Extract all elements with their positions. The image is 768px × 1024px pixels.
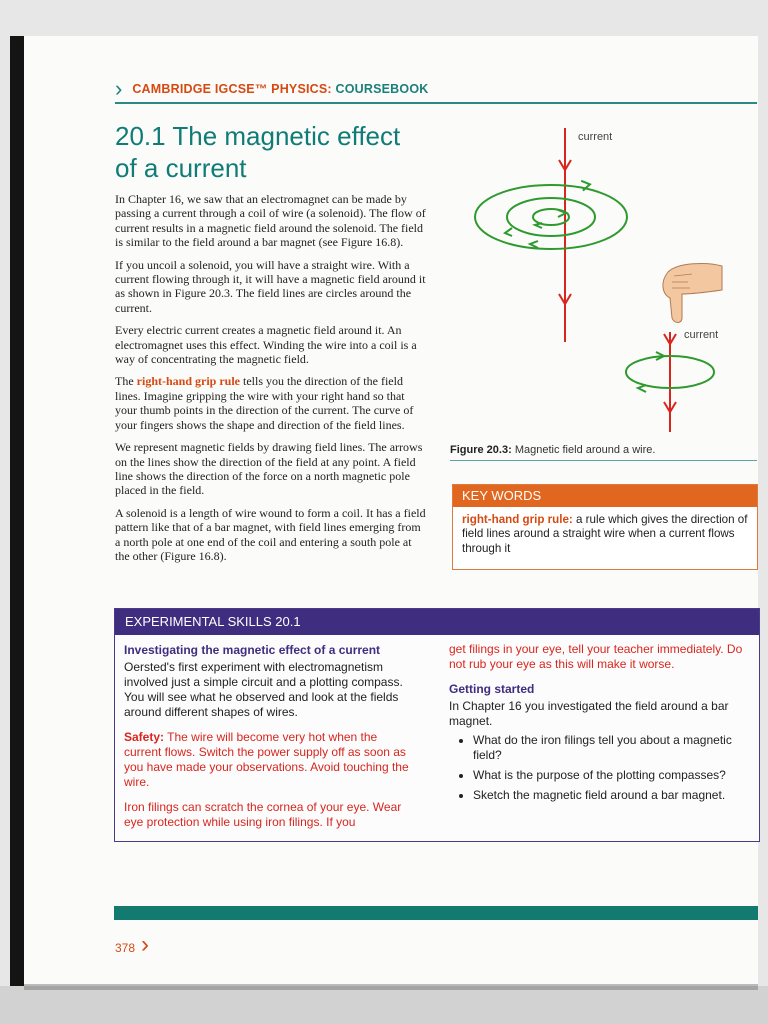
section-title-line2: of a current xyxy=(115,153,247,183)
magnetic-field-figure xyxy=(450,122,755,457)
list-item: • What do the iron filings tell you about a magnetic field? xyxy=(473,733,753,763)
safety-text: The wire will become very hot when the current flows. Switch the power supply off as soon as you have made your observations. Avoid touching the wire. xyxy=(124,730,409,789)
getting-started-title: Getting started xyxy=(449,682,535,696)
current-label-bottom: current xyxy=(684,329,719,341)
list-item: • Sketch the magnetic field around a bar magnet. xyxy=(473,788,753,803)
body-text xyxy=(115,192,427,571)
field-arrow-icon xyxy=(535,223,542,228)
section-title xyxy=(115,120,445,184)
paragraph: Every electric current creates a magnetic field around it. An electromagnet uses this effect. Winding the wire into a coil is a way of concentrating the magnetic field. xyxy=(115,323,417,367)
getting-started-list xyxy=(449,733,753,803)
field-arrow-icon xyxy=(638,385,646,392)
footer-bar xyxy=(114,906,758,920)
field-arrow-icon xyxy=(505,228,512,236)
key-words-heading: KEY WORDS xyxy=(453,485,757,507)
figure-caption-label: Figure 20.3: xyxy=(450,444,512,456)
header-rule xyxy=(115,102,757,104)
key-words-box xyxy=(452,484,758,570)
paragraph-text: tells you the direction of the field lines. Imagine gripping the wire with your right hand so that your thumb points in the direction of the current. The curve of your fingers shows the shape and direction of the field lines. xyxy=(115,374,414,432)
experimental-skills-heading: EXPERIMENTAL SKILLS 20.1 xyxy=(115,609,759,635)
iron-filings-note-continued: get filings in your eye, tell your teacher immediately. Do not rub your eye as this will make it worse. xyxy=(449,642,743,671)
page-number: 378 xyxy=(115,941,136,955)
caption-rule xyxy=(450,460,757,461)
key-word-definition: a rule which gives the direction of field lines around a straight wire when a current flows through it xyxy=(462,513,748,555)
safety-note xyxy=(124,730,414,790)
field-line-outer xyxy=(475,185,627,249)
key-term-link: right-hand grip rule xyxy=(136,374,240,389)
book-title-suffix: COURSEBOOK xyxy=(335,82,429,96)
paragraph: A solenoid is a length of wire wound to form a coil. It has a field pattern like that of a bar magnet, with field lines emerging from a north pole at one end of the coil and entering a south pole at the other (Figure 16.8). xyxy=(115,505,426,563)
paragraph: We represent magnetic fields by drawing field lines. The arrows on the lines show the direction of the field at any point. A field line shows the direction of the force on a north magnetic pole placed in the field. xyxy=(115,440,423,498)
experimental-column-right xyxy=(449,642,753,808)
running-header xyxy=(115,78,428,100)
iron-filings-note: Iron filings can scratch the cornea of your eye. Wear eye protection while using iron filings. If you xyxy=(124,800,402,829)
key-word-term: right-hand grip rule: xyxy=(462,513,573,526)
list-item: • What is the purpose of the plotting compasses? xyxy=(473,768,753,783)
right-hand-icon xyxy=(663,264,722,323)
paragraph-text: The xyxy=(115,374,134,389)
experimental-column-left xyxy=(124,643,414,840)
field-line-middle xyxy=(507,198,595,236)
chevron-right-icon: › xyxy=(115,76,123,101)
book-spine xyxy=(10,36,24,996)
getting-started-text: In Chapter 16 you investigated the field around a bar magnet. xyxy=(449,699,729,728)
safety-label: Safety: xyxy=(124,730,165,744)
scan-bottom-edge xyxy=(0,986,768,1024)
paragraph: In Chapter 16, we saw that an electromagnet can be made by passing a current through a coil of wire (a solenoid). The flow of current results in a magnetic field around the solenoid. The field is similar to the field around a bar magnet (see Figure 16.8). xyxy=(115,192,426,250)
book-title xyxy=(132,82,428,96)
chevron-right-icon: › xyxy=(141,931,149,958)
paragraph-grip-rule xyxy=(115,374,427,432)
key-words-body xyxy=(453,507,757,562)
experimental-subtitle: Investigating the magnetic effect of a current xyxy=(124,643,381,657)
field-arrow-icon xyxy=(530,241,538,248)
paragraph: If you uncoil a solenoid, you will have a straight wire. With a current flowing through it, it will have a magnetic field around it as shown in Figure 20.3. The field lines are circles around the current. xyxy=(115,257,426,315)
page-bottom-shadow xyxy=(24,984,758,990)
figure-caption xyxy=(450,444,655,456)
experimental-intro: Oersted's first experiment with electromagnetism involved just a simple circuit and a plotting compass. You will see what he observed and look at the fields around different shapes of wires. xyxy=(124,660,403,719)
book-title-prefix: CAMBRIDGE IGCSE™ PHYSICS: xyxy=(132,82,332,96)
figure-caption-text: Magnetic field around a wire. xyxy=(514,444,656,456)
experimental-skills-box xyxy=(114,608,760,842)
section-title-line1: 20.1 The magnetic effect xyxy=(115,121,401,151)
current-label-top: current xyxy=(578,131,613,143)
